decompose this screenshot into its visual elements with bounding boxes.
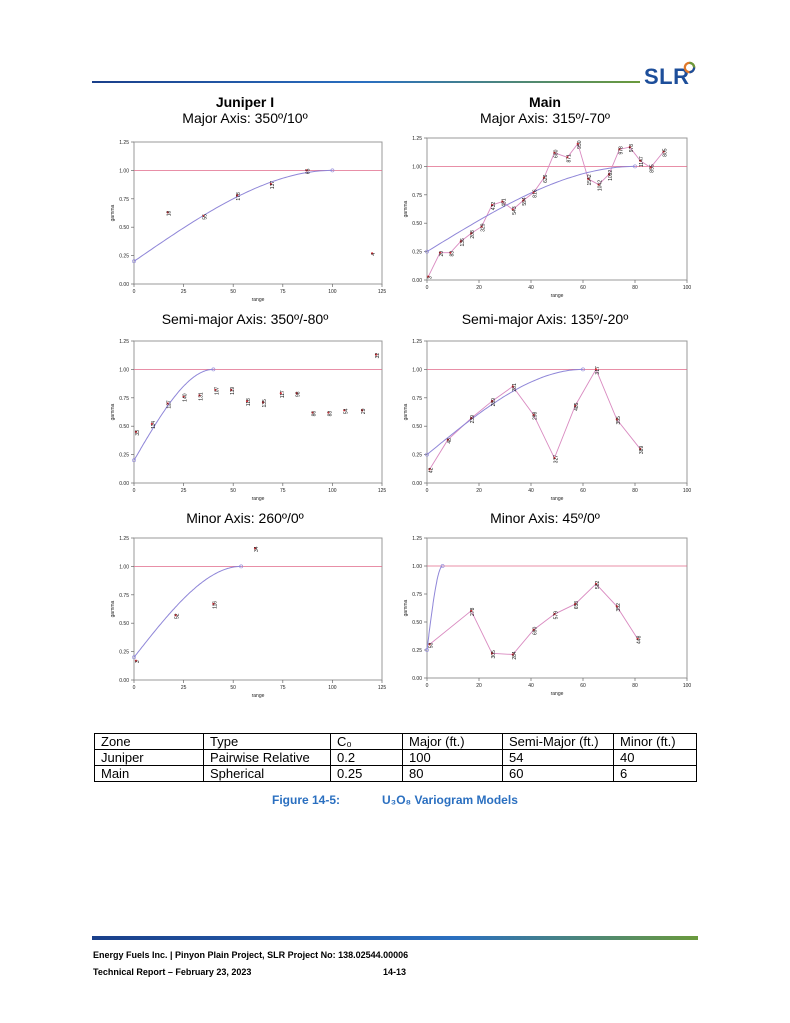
pair-count-label: 432 bbox=[491, 201, 497, 211]
y-tick-label: 0.50 bbox=[412, 620, 422, 626]
pair-count-label: 65 bbox=[305, 168, 312, 175]
y-tick-label: 0.75 bbox=[412, 395, 422, 402]
y-tick-label: 0.75 bbox=[119, 196, 129, 203]
x-tick-label: 25 bbox=[180, 685, 187, 691]
y-tick-label: 1.25 bbox=[119, 140, 129, 146]
x-axis-label: range bbox=[550, 496, 564, 502]
x-tick-label: 100 bbox=[682, 285, 692, 291]
pair-count-label: 950 bbox=[576, 140, 583, 149]
panel-title-line: Major Axis: 315º/-70º bbox=[479, 110, 611, 126]
y-tick-label: 1.25 bbox=[412, 536, 422, 542]
panel-title-line: Main bbox=[529, 94, 561, 110]
pair-count-label: 485 bbox=[574, 402, 581, 411]
variogram-chart-juniper-minor bbox=[104, 530, 392, 702]
y-tick-label: 0.50 bbox=[119, 225, 129, 232]
x-tick-label: 40 bbox=[528, 488, 534, 494]
x-tick-label: 0 bbox=[132, 289, 136, 295]
variogram-chart-main-major bbox=[397, 130, 697, 302]
x-tick-label: 0 bbox=[132, 488, 136, 494]
pair-count-label: 317 bbox=[595, 366, 601, 375]
footer-project-line: Energy Fuels Inc. | Pinyon Plain Project, SLR Project No: 138.02544.00006 bbox=[93, 950, 409, 960]
pair-count-label: 327 bbox=[553, 454, 560, 464]
pair-count-label: 816 bbox=[532, 189, 539, 198]
y-axis-label: gamma bbox=[403, 599, 409, 617]
y-tick-label: 0.75 bbox=[412, 592, 422, 598]
y-tick-label: 0.00 bbox=[412, 481, 422, 487]
plot-frame bbox=[134, 538, 382, 680]
pair-count-label: 53 bbox=[428, 642, 435, 649]
pair-count-label: 18 bbox=[166, 210, 173, 217]
y-tick-label: 1.00 bbox=[412, 367, 422, 374]
y-axis-label: gamma bbox=[403, 403, 409, 421]
y-tick-label: 0.25 bbox=[119, 452, 129, 459]
pair-count-label: 131 bbox=[198, 392, 205, 401]
table-header-cell: Minor (ft.) bbox=[614, 734, 697, 750]
pair-count-label: 136 bbox=[459, 238, 466, 247]
table-cell: Spherical bbox=[204, 766, 331, 782]
table-header-row bbox=[95, 734, 697, 750]
panel-title-line: Major Axis: 350º/10º bbox=[182, 110, 308, 126]
panel-title-line: Minor Axis: 260º/0º bbox=[186, 510, 304, 526]
table-cell: 0.2 bbox=[331, 750, 403, 766]
y-axis-label: gamma bbox=[403, 200, 409, 218]
pair-count-label: 1147 bbox=[639, 156, 646, 168]
footer-report-date: Technical Report – February 23, 2023 bbox=[93, 967, 252, 977]
y-tick-label: 0.25 bbox=[119, 253, 129, 260]
pair-count-label: 680 bbox=[553, 149, 560, 158]
x-tick-label: 20 bbox=[476, 285, 482, 291]
panel-title-juniper-minor bbox=[130, 510, 360, 526]
pair-count-label: 448 bbox=[636, 635, 643, 644]
pair-count-label: 1042 bbox=[597, 180, 604, 192]
x-axis-label: range bbox=[251, 693, 265, 699]
x-axis-label: range bbox=[550, 691, 564, 697]
x-tick-label: 0 bbox=[425, 488, 429, 494]
pair-count-label: 305 bbox=[491, 650, 497, 659]
x-axis-label: range bbox=[550, 293, 564, 299]
x-tick-label: 100 bbox=[682, 683, 692, 689]
x-tick-label: 125 bbox=[377, 488, 387, 494]
x-tick-label: 0 bbox=[425, 285, 429, 291]
pair-count-label: 355 bbox=[615, 416, 622, 425]
pair-count-label: 140 bbox=[182, 393, 189, 402]
y-tick-label: 0.25 bbox=[412, 648, 422, 654]
pair-count-label: 117 bbox=[279, 390, 286, 399]
x-tick-label: 75 bbox=[280, 488, 286, 494]
pair-count-label: 690 bbox=[532, 626, 539, 636]
pair-count-label: 114 bbox=[150, 420, 157, 429]
pair-count-label: 178 bbox=[236, 192, 243, 201]
y-tick-label: 0.50 bbox=[412, 424, 422, 431]
variogram-chart-main-semimajor bbox=[397, 333, 697, 505]
x-tick-label: 0 bbox=[425, 683, 429, 689]
x-tick-label: 80 bbox=[632, 285, 638, 291]
x-tick-label: 20 bbox=[476, 488, 482, 494]
x-tick-label: 50 bbox=[230, 685, 236, 691]
table-cell: Main bbox=[95, 766, 204, 782]
x-tick-label: 125 bbox=[377, 685, 387, 691]
pair-count-label: 20 bbox=[439, 250, 445, 257]
pair-count-label: 491 bbox=[501, 198, 508, 207]
y-tick-label: 1.25 bbox=[119, 339, 129, 345]
x-tick-label: 100 bbox=[682, 488, 692, 494]
y-tick-label: 1.00 bbox=[119, 168, 129, 175]
x-tick-label: 50 bbox=[230, 488, 236, 494]
pair-count-label: 29 bbox=[361, 408, 368, 415]
pair-count-label: 579 bbox=[553, 610, 560, 620]
x-tick-label: 25 bbox=[180, 289, 187, 295]
footer-rule bbox=[92, 936, 698, 940]
slr-logo: SLR bbox=[644, 64, 690, 89]
pair-count-label: 978 bbox=[628, 143, 635, 153]
x-tick-label: 40 bbox=[528, 683, 534, 689]
x-tick-label: 60 bbox=[580, 285, 586, 291]
pair-count-label: 55 bbox=[202, 214, 209, 220]
x-tick-label: 80 bbox=[632, 683, 638, 689]
pair-count-label: 352 bbox=[615, 603, 622, 612]
y-tick-label: 0.25 bbox=[119, 649, 129, 656]
x-tick-label: 100 bbox=[328, 488, 337, 494]
x-tick-label: 100 bbox=[328, 289, 337, 295]
y-axis-label: gamma bbox=[110, 204, 116, 222]
pair-count-label: 98 bbox=[295, 391, 302, 398]
table-cell: 0.25 bbox=[331, 766, 403, 782]
pair-count-label: 289 bbox=[491, 398, 497, 407]
pair-count-label: 278 bbox=[470, 607, 477, 616]
x-tick-label: 60 bbox=[580, 488, 586, 494]
pair-count-label: 34 bbox=[254, 546, 261, 553]
x-tick-label: 40 bbox=[528, 285, 534, 291]
pair-count-label: 208 bbox=[470, 230, 477, 239]
y-tick-label: 0.75 bbox=[119, 395, 129, 402]
y-tick-label: 0.00 bbox=[412, 278, 422, 284]
variogram-chart-main-minor bbox=[397, 530, 697, 700]
table-header-cell: Type bbox=[204, 734, 331, 750]
pair-count-label: 42 bbox=[428, 467, 435, 474]
variogram-chart-juniper-semimajor bbox=[104, 333, 392, 505]
y-tick-label: 0.50 bbox=[412, 221, 422, 228]
table-header-cell: C₀ bbox=[331, 734, 403, 750]
slr-logo-swirl-icon bbox=[683, 61, 696, 74]
table-cell: Juniper bbox=[95, 750, 204, 766]
pair-count-label: 32 bbox=[375, 352, 382, 359]
pair-count-label: 116 bbox=[212, 600, 219, 609]
pair-count-label: 626 bbox=[543, 174, 549, 183]
y-tick-label: 0.00 bbox=[119, 481, 129, 487]
y-tick-label: 1.25 bbox=[412, 339, 422, 345]
pair-count-label: 805 bbox=[662, 148, 669, 157]
pair-count-label: 1542 bbox=[587, 174, 594, 186]
plot-frame bbox=[427, 138, 687, 280]
table-cell: 80 bbox=[403, 766, 503, 782]
panel-title-main-minor bbox=[430, 510, 660, 526]
panel-title-line: Semi-major Axis: 350º/-80º bbox=[161, 311, 329, 327]
x-axis-label: range bbox=[251, 297, 265, 303]
panel-title-main-major bbox=[430, 94, 660, 126]
y-tick-label: 1.25 bbox=[119, 536, 129, 542]
pair-count-label: 582 bbox=[595, 580, 601, 590]
panel-title-juniper-major bbox=[130, 94, 360, 126]
pair-count-label: 543 bbox=[511, 206, 518, 215]
table-cell: 100 bbox=[403, 750, 503, 766]
pair-count-label: 871 bbox=[566, 154, 573, 163]
x-tick-label: 125 bbox=[377, 289, 387, 295]
y-tick-label: 0.75 bbox=[119, 592, 129, 599]
y-tick-label: 0.25 bbox=[412, 249, 422, 256]
x-tick-label: 25 bbox=[180, 488, 187, 494]
header-rule bbox=[92, 81, 640, 83]
pair-count-label: 978 bbox=[618, 146, 625, 155]
y-tick-label: 1.00 bbox=[412, 564, 422, 570]
table-cell: 6 bbox=[614, 766, 697, 782]
y-tick-label: 0.00 bbox=[119, 678, 129, 684]
pair-count-label: 594 bbox=[522, 197, 529, 206]
y-tick-label: 1.00 bbox=[412, 164, 422, 171]
variogram-chart-juniper-major bbox=[104, 134, 392, 306]
pair-count-label: 855 bbox=[649, 164, 656, 173]
pair-count-label: 83 bbox=[327, 410, 334, 417]
pair-count-label: 135 bbox=[261, 399, 268, 408]
table-header-cell: Semi-Major (ft.) bbox=[503, 734, 614, 750]
plot-frame bbox=[427, 538, 687, 678]
table-row bbox=[95, 750, 697, 766]
panel-title-main-semimajor bbox=[415, 311, 675, 327]
panel-title-line: Juniper I bbox=[215, 94, 275, 110]
pair-count-label: 83 bbox=[449, 250, 456, 257]
panel-title-line: Minor Axis: 45º/0º bbox=[490, 510, 600, 526]
table-cell: 54 bbox=[503, 750, 614, 766]
x-tick-label: 60 bbox=[580, 683, 586, 689]
pair-count-label: 4 bbox=[371, 252, 378, 256]
pair-count-label: 52 bbox=[174, 613, 181, 620]
footer-page-number: 14-13 bbox=[383, 967, 407, 977]
x-tick-label: 75 bbox=[280, 685, 286, 691]
y-tick-label: 0.00 bbox=[119, 282, 129, 288]
pair-count-label: 281 bbox=[511, 383, 518, 392]
table-header-cell: Zone bbox=[95, 734, 204, 750]
pair-count-label: 658 bbox=[574, 600, 581, 610]
x-tick-label: 50 bbox=[230, 289, 236, 295]
pair-count-label: 284 bbox=[511, 651, 518, 660]
table-cell: 60 bbox=[503, 766, 614, 782]
pair-count-label: 127 bbox=[166, 400, 173, 409]
y-axis-label: gamma bbox=[110, 600, 116, 618]
y-tick-label: 1.25 bbox=[412, 136, 422, 142]
pair-count-label: 298 bbox=[532, 411, 539, 421]
pair-count-label: 239 bbox=[470, 415, 477, 424]
pair-count-label: 48 bbox=[446, 438, 453, 444]
table-cell: 40 bbox=[614, 750, 697, 766]
y-tick-label: 0.25 bbox=[412, 452, 422, 459]
pair-count-label: 118 bbox=[246, 398, 253, 407]
pair-count-label: 119 bbox=[230, 386, 237, 395]
pair-count-label: 3 bbox=[134, 660, 141, 664]
x-tick-label: 75 bbox=[280, 289, 286, 295]
pair-count-label: 33 bbox=[134, 430, 141, 436]
pair-count-label: 54 bbox=[343, 408, 350, 415]
x-tick-label: 20 bbox=[476, 683, 482, 689]
x-tick-label: 80 bbox=[632, 488, 638, 494]
pair-count-label: 389 bbox=[639, 445, 646, 455]
figure-caption-title: U₃O₈ Variogram Models bbox=[382, 793, 518, 807]
panel-title-juniper-semimajor bbox=[115, 311, 375, 327]
y-tick-label: 0.75 bbox=[412, 192, 422, 199]
table-row bbox=[95, 766, 697, 782]
pair-count-label: 137 bbox=[269, 180, 276, 190]
y-axis-label: gamma bbox=[110, 403, 116, 421]
pair-count-label: 86 bbox=[311, 410, 318, 417]
x-axis-label: range bbox=[251, 496, 265, 502]
figure-caption-label: Figure 14-5: bbox=[272, 793, 341, 807]
y-tick-label: 0.50 bbox=[119, 424, 129, 431]
y-tick-label: 0.00 bbox=[412, 676, 422, 682]
y-tick-label: 1.00 bbox=[119, 367, 129, 374]
pair-count-label: 107 bbox=[214, 386, 221, 396]
variogram-parameters-table bbox=[94, 733, 697, 782]
table-header-cell: Major (ft.) bbox=[403, 734, 503, 750]
y-tick-label: 1.00 bbox=[119, 564, 129, 571]
pair-count-label: 3 bbox=[427, 276, 434, 279]
panel-title-line: Semi-major Axis: 135º/-20º bbox=[461, 311, 629, 327]
x-tick-label: 0 bbox=[132, 685, 136, 691]
y-tick-label: 0.50 bbox=[119, 621, 129, 628]
x-tick-label: 100 bbox=[328, 685, 337, 691]
pair-count-label: 1092 bbox=[608, 169, 614, 181]
pair-count-label: 329 bbox=[480, 223, 487, 232]
table-cell: Pairwise Relative bbox=[204, 750, 331, 766]
